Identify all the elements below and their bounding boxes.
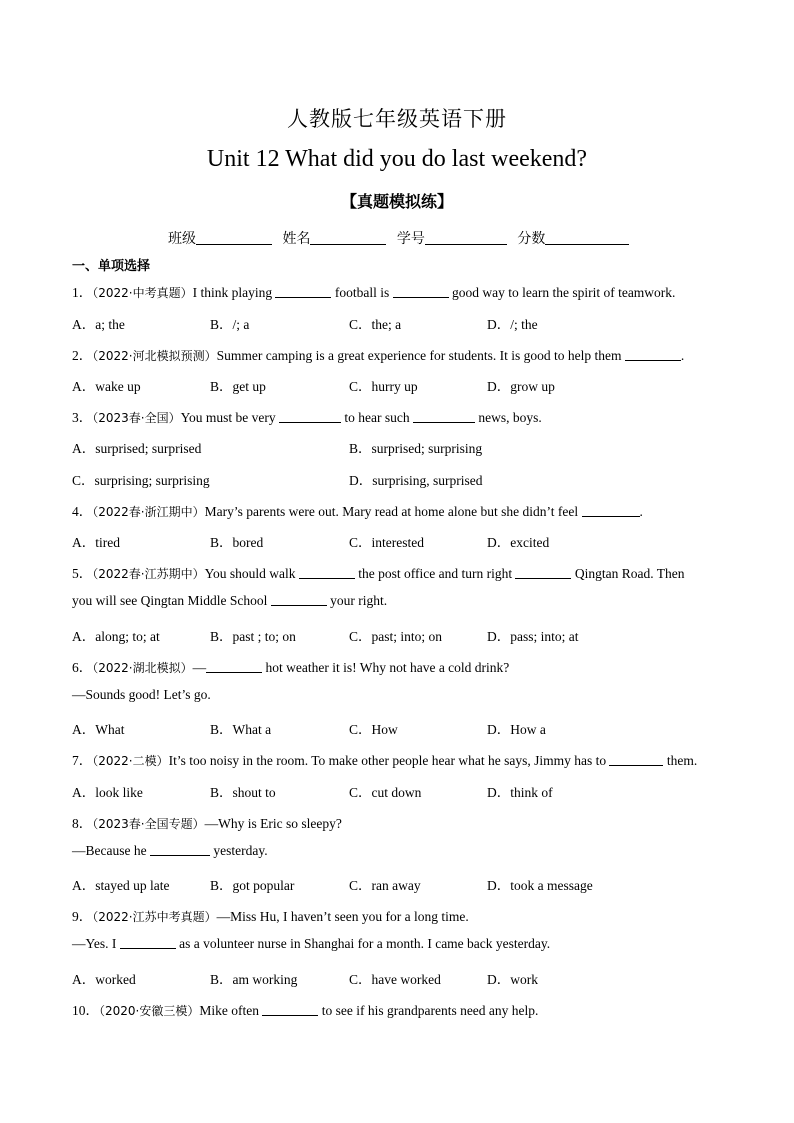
option-d[interactable]: D．took a message xyxy=(487,878,593,893)
score-blank[interactable] xyxy=(545,230,629,245)
question-number: 4． xyxy=(72,504,93,519)
answer-blank[interactable] xyxy=(299,566,355,579)
question-text: as a volunteer nurse in Shanghai for a month. I came back yesterday. xyxy=(175,936,551,951)
id-blank[interactable] xyxy=(425,230,507,245)
question-text: . xyxy=(680,348,685,363)
answer-blank[interactable] xyxy=(625,348,681,361)
question-number: 8． xyxy=(72,816,93,831)
option-d[interactable]: D．grow up xyxy=(487,379,555,394)
answer-blank[interactable] xyxy=(279,410,341,423)
option-b[interactable]: B．What a xyxy=(210,722,272,737)
question-text: hot weather it is! Why not have a cold drink? xyxy=(262,660,510,675)
option-c[interactable]: C．the; a xyxy=(349,317,402,332)
question-source: （2022春·浙江期中） xyxy=(92,505,205,519)
question-text: —Why is Eric so sleepy? xyxy=(204,816,342,831)
document-title-cn: 人教版七年级英语下册 xyxy=(287,107,507,131)
question-1 xyxy=(72,281,675,301)
class-label: 班级 xyxy=(168,231,196,247)
option-b[interactable]: B．get up xyxy=(210,379,266,394)
question-text: Mary’s parents were out. Mary read at home alone but she didn’t feel xyxy=(204,504,582,519)
option-d[interactable]: D．excited xyxy=(487,535,550,550)
answer-blank[interactable] xyxy=(206,660,262,673)
question-number: 3． xyxy=(72,410,93,425)
student-info-line xyxy=(168,228,635,248)
option-d[interactable]: D．/; the xyxy=(487,317,538,332)
class-blank[interactable] xyxy=(196,230,272,245)
question-9 xyxy=(72,905,469,925)
option-c[interactable]: C．cut down xyxy=(349,785,422,800)
question-text: Summer camping is a great experience for students. It is good to help them xyxy=(216,348,625,363)
option-d[interactable]: D．pass; into; at xyxy=(487,629,579,644)
option-d[interactable]: D．work xyxy=(487,972,538,987)
option-b[interactable]: B．bored xyxy=(210,535,264,550)
question-number: 1． xyxy=(72,285,93,300)
question-text: I think playing xyxy=(192,285,276,300)
option-b[interactable]: B．past ; to; on xyxy=(210,629,296,644)
option-a[interactable]: A．surprised; surprised xyxy=(72,441,202,456)
option-b[interactable]: B．/; a xyxy=(210,317,250,332)
question-text: —Because he xyxy=(72,843,150,858)
question-source: （2022·二模） xyxy=(92,754,169,768)
question-5 xyxy=(72,562,684,582)
answer-blank[interactable] xyxy=(150,843,210,856)
score-label: 分数 xyxy=(517,231,546,247)
question-text: Qingtan Road. Then xyxy=(571,566,685,581)
option-c[interactable]: C．surprising; surprising xyxy=(72,473,210,488)
option-d[interactable]: D．surprising, surprised xyxy=(349,473,483,488)
question-text: football is xyxy=(331,285,393,300)
answer-blank[interactable] xyxy=(609,753,663,766)
option-c[interactable]: C．have worked xyxy=(349,972,441,987)
question-text: It’s too noisy in the room. To make other people hear what he says, Jimmy has to xyxy=(168,753,610,768)
name-blank[interactable] xyxy=(310,230,386,245)
document-subtitle: 【真题模拟练】 xyxy=(340,192,453,211)
option-c[interactable]: C．hurry up xyxy=(349,379,418,394)
question-text: You must be very xyxy=(180,410,279,425)
question-text: Mike often xyxy=(199,1003,263,1018)
answer-blank[interactable] xyxy=(413,410,475,423)
option-a[interactable]: A．stayed up late xyxy=(72,878,170,893)
question-9-continued xyxy=(72,936,550,952)
option-a[interactable]: A．wake up xyxy=(72,379,141,394)
question-source: （2023春·全国） xyxy=(92,411,181,425)
option-b[interactable]: B．shout to xyxy=(210,785,276,800)
option-a[interactable]: A．What xyxy=(72,722,125,737)
question-text: You should walk xyxy=(204,566,299,581)
question-5-continued xyxy=(72,593,387,609)
question-4 xyxy=(72,500,643,520)
option-a[interactable]: A．along; to; at xyxy=(72,629,160,644)
question-7 xyxy=(72,749,697,769)
question-8-continued xyxy=(72,843,268,859)
question-text: yesterday. xyxy=(209,843,268,858)
answer-blank[interactable] xyxy=(515,566,571,579)
answer-blank[interactable] xyxy=(262,1003,318,1016)
question-number: 2． xyxy=(72,348,93,363)
question-text: them. xyxy=(663,753,698,768)
question-text: you will see Qingtan Middle School xyxy=(72,593,271,608)
option-c[interactable]: C．interested xyxy=(349,535,424,550)
answer-blank[interactable] xyxy=(275,285,331,298)
question-source: （2022·河北模拟预测） xyxy=(92,349,217,363)
option-a[interactable]: A．worked xyxy=(72,972,136,987)
answer-blank[interactable] xyxy=(582,504,640,517)
question-number: 7． xyxy=(72,753,93,768)
option-d[interactable]: D．think of xyxy=(487,785,553,800)
option-d[interactable]: D．How a xyxy=(487,722,546,737)
option-b[interactable]: B．got popular xyxy=(210,878,295,893)
id-label: 学号 xyxy=(396,231,425,247)
question-10 xyxy=(72,999,538,1019)
question-number: 9． xyxy=(72,909,93,924)
option-a[interactable]: A．a; the xyxy=(72,317,125,332)
question-number: 10． xyxy=(72,1003,99,1018)
question-source: （2022·中考真题） xyxy=(92,286,193,300)
question-text: news, boys. xyxy=(474,410,542,425)
answer-blank[interactable] xyxy=(120,936,176,949)
question-source: （2022春·江苏期中） xyxy=(92,567,205,581)
answer-blank[interactable] xyxy=(393,285,449,298)
question-text: to hear such xyxy=(341,410,413,425)
question-number: 6． xyxy=(72,660,93,675)
answer-blank[interactable] xyxy=(271,593,327,606)
question-text: to see if his grandparents need any help. xyxy=(318,1003,539,1018)
question-text: —Yes. I xyxy=(72,936,120,951)
question-number: 5． xyxy=(72,566,93,581)
question-text: . xyxy=(639,504,643,519)
option-c[interactable]: C．past; into; on xyxy=(349,629,443,644)
question-text: the post office and turn right xyxy=(354,566,516,581)
document-title-en: Unit 12 What did you do last weekend? xyxy=(206,146,588,172)
option-c[interactable]: C．ran away xyxy=(349,878,421,893)
question-6 xyxy=(72,656,509,676)
question-2 xyxy=(72,344,684,364)
section-title: 一、单项选择 xyxy=(72,259,151,274)
option-c[interactable]: C．How xyxy=(349,722,398,737)
question-source: （2020·安徽三模） xyxy=(99,1004,200,1018)
option-b[interactable]: B．surprised; surprising xyxy=(349,441,483,456)
question-text: your right. xyxy=(326,593,388,608)
question-source: （2023春·全国专题） xyxy=(92,817,205,831)
question-text: good way to learn the spirit of teamwork. xyxy=(448,285,676,300)
question-source: （2022·江苏中考真题） xyxy=(92,910,217,924)
question-3 xyxy=(72,406,542,426)
option-a[interactable]: A．tired xyxy=(72,535,120,550)
option-b[interactable]: B．am working xyxy=(210,972,298,987)
question-8 xyxy=(72,812,342,832)
question-source: （2022·湖北模拟） xyxy=(92,661,193,675)
name-label: 姓名 xyxy=(282,231,311,247)
question-6-continued: —Sounds good! Let’s go. xyxy=(72,687,211,702)
question-text: — xyxy=(192,660,207,675)
option-a[interactable]: A．look like xyxy=(72,785,143,800)
question-text: —Miss Hu, I haven’t seen you for a long time. xyxy=(216,909,469,924)
